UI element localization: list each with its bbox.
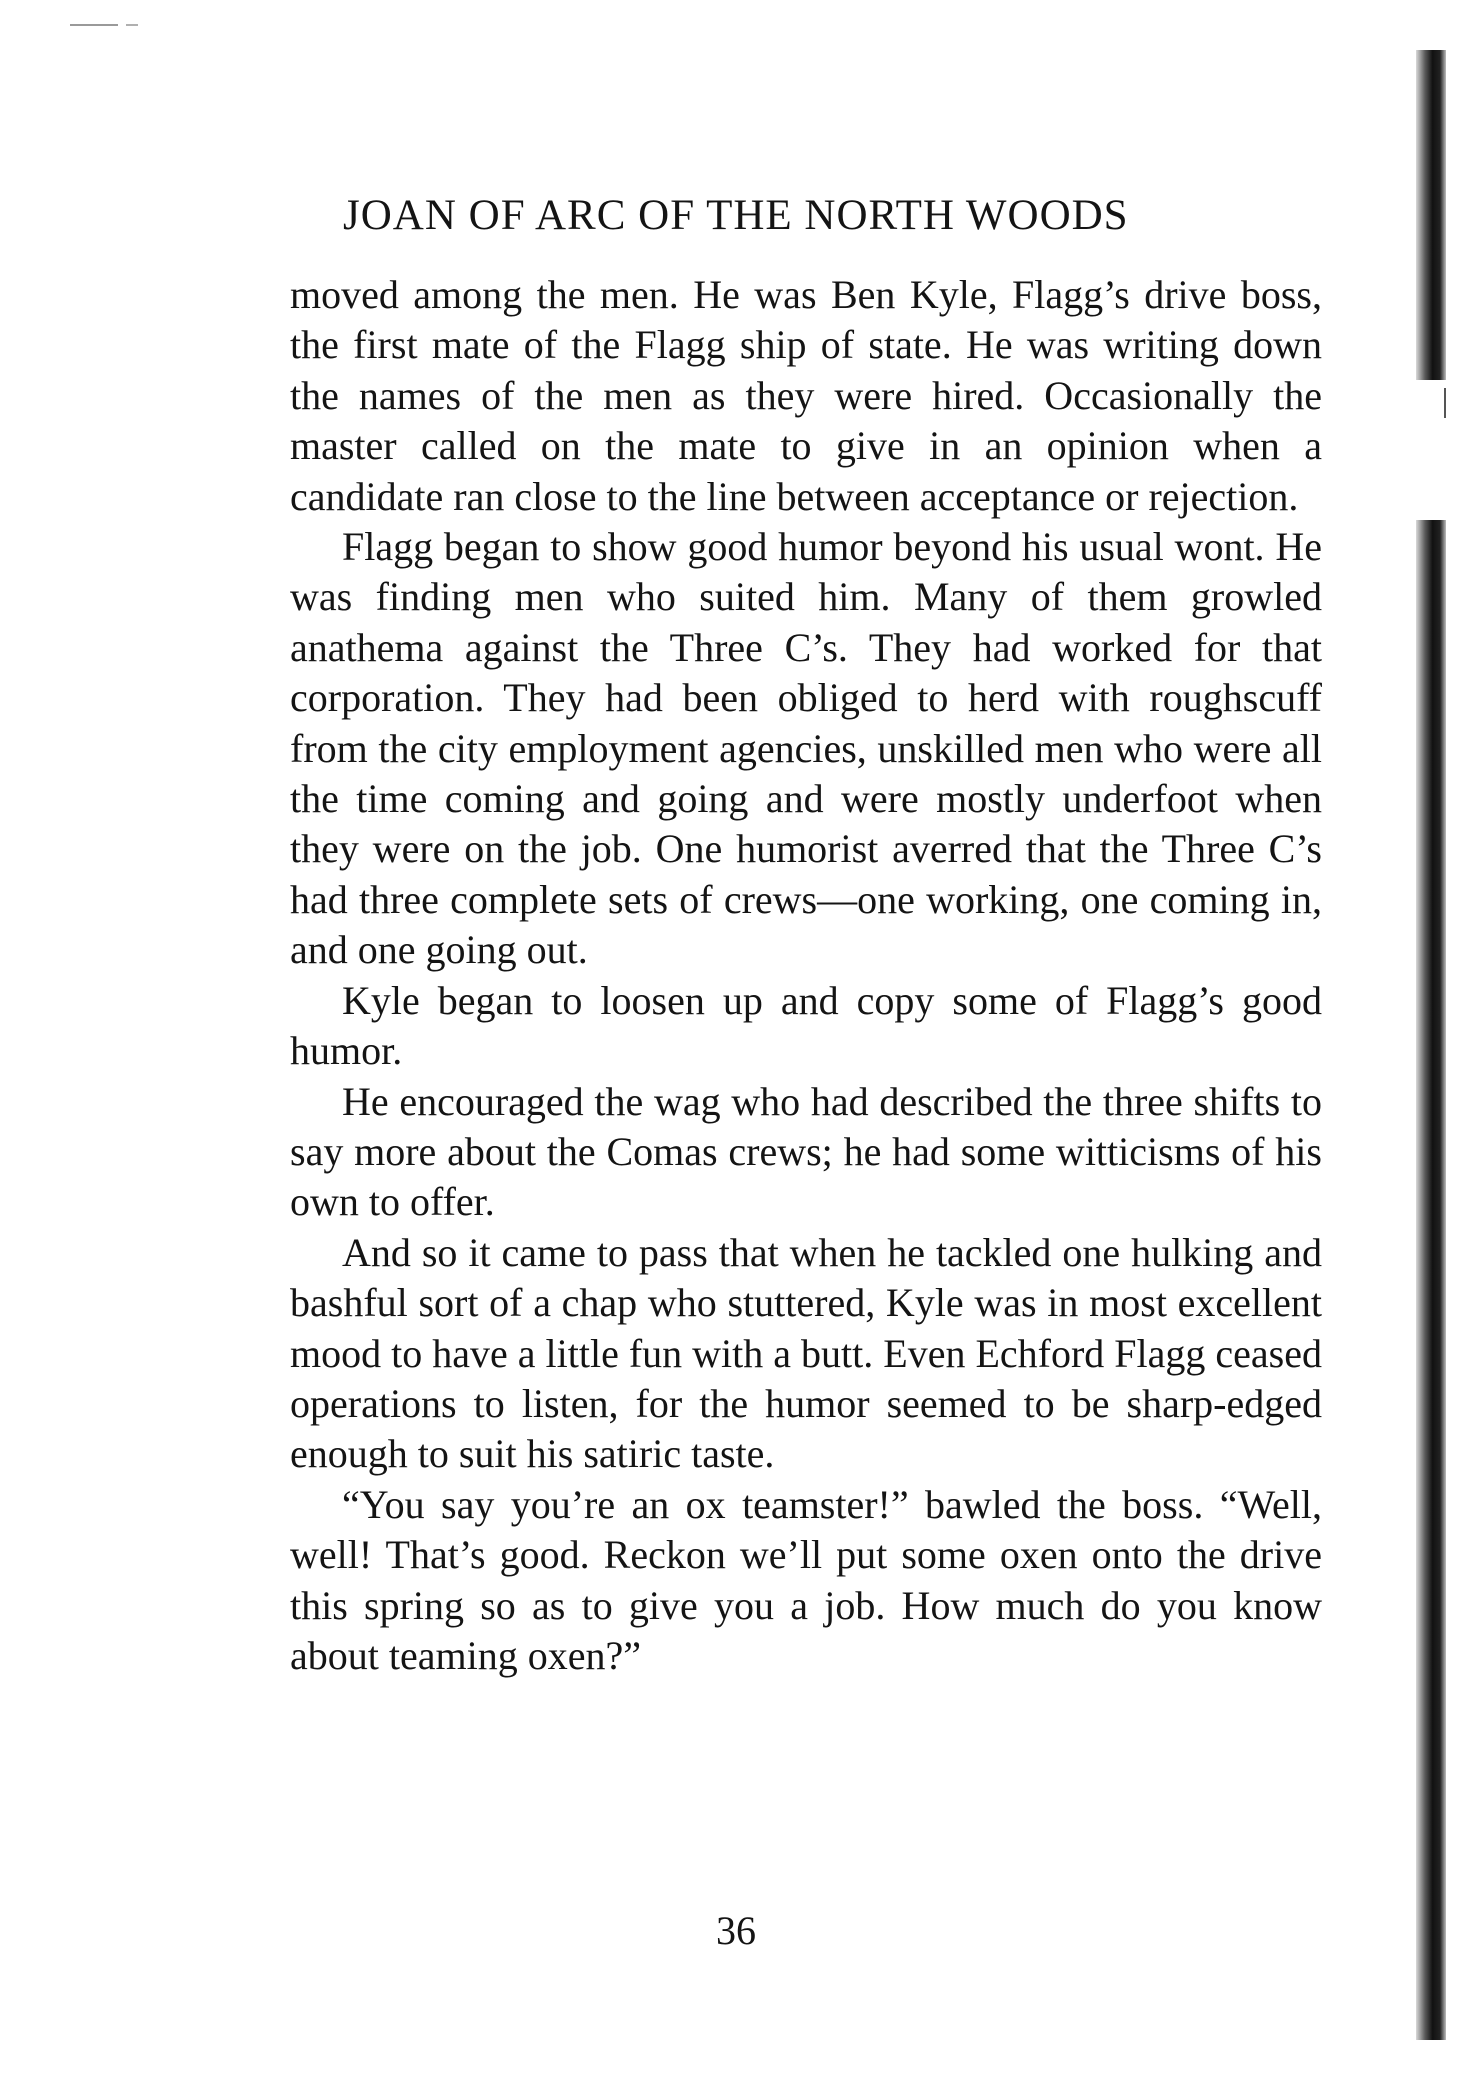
binding-shadow — [1416, 520, 1446, 2040]
paragraph: He encouraged the wag who had described the three shifts to say more about the Comas crews; he had some witticisms of his own to offer. — [290, 1078, 1322, 1225]
running-head: JOAN OF ARC OF THE NORTH WOODS — [343, 192, 1129, 239]
paragraph: And so it came to pass that when he tackled one hulking and bashful sort of a chap who stuttered, Kyle was in most excellent mood to have a little fun with a butt. Even Echford Flagg ceased operations to listen, for the humor seemed to be sharp-edged enough to suit his satiric taste. — [290, 1229, 1322, 1477]
corner-scan-mark — [70, 24, 118, 26]
body-text — [290, 270, 1322, 1681]
page-number: 36 — [716, 1908, 756, 1953]
paragraph: “You say you’re an ox teamster!” bawled the boss. “Well, well! That’s good. Reckon we’ll put some oxen onto the drive this spring so as to give you a job. How much do you know about teaming oxen?” — [290, 1481, 1322, 1678]
binding-tick — [1444, 388, 1446, 418]
paragraph: moved among the men. He was Ben Kyle, Flagg’s drive boss, the first mate of the Flagg ship of state. He was writing down the names of the men as they were hired. Occasionally the master called on the mate to give in an opinion when a candidate ran close to the line between acceptance or rejection. — [290, 272, 1322, 519]
paragraph: Flagg began to show good humor beyond his usual wont. He was finding men who suited him. Many of them growled anathema against the Three C’s. They had worked for that corporation. They had been obliged to herd with roughscuff from the city employment agencies, unskilled men who were all the time coming and going and were mostly underfoot when they were on the job. One humorist averred that the Three C’s had three complete sets of crews—one working, one coming in, and one going out. — [290, 524, 1322, 973]
paragraph: Kyle began to loosen up and copy some of Flagg’s good humor. — [290, 977, 1322, 1074]
binding-shadow — [1416, 50, 1446, 380]
